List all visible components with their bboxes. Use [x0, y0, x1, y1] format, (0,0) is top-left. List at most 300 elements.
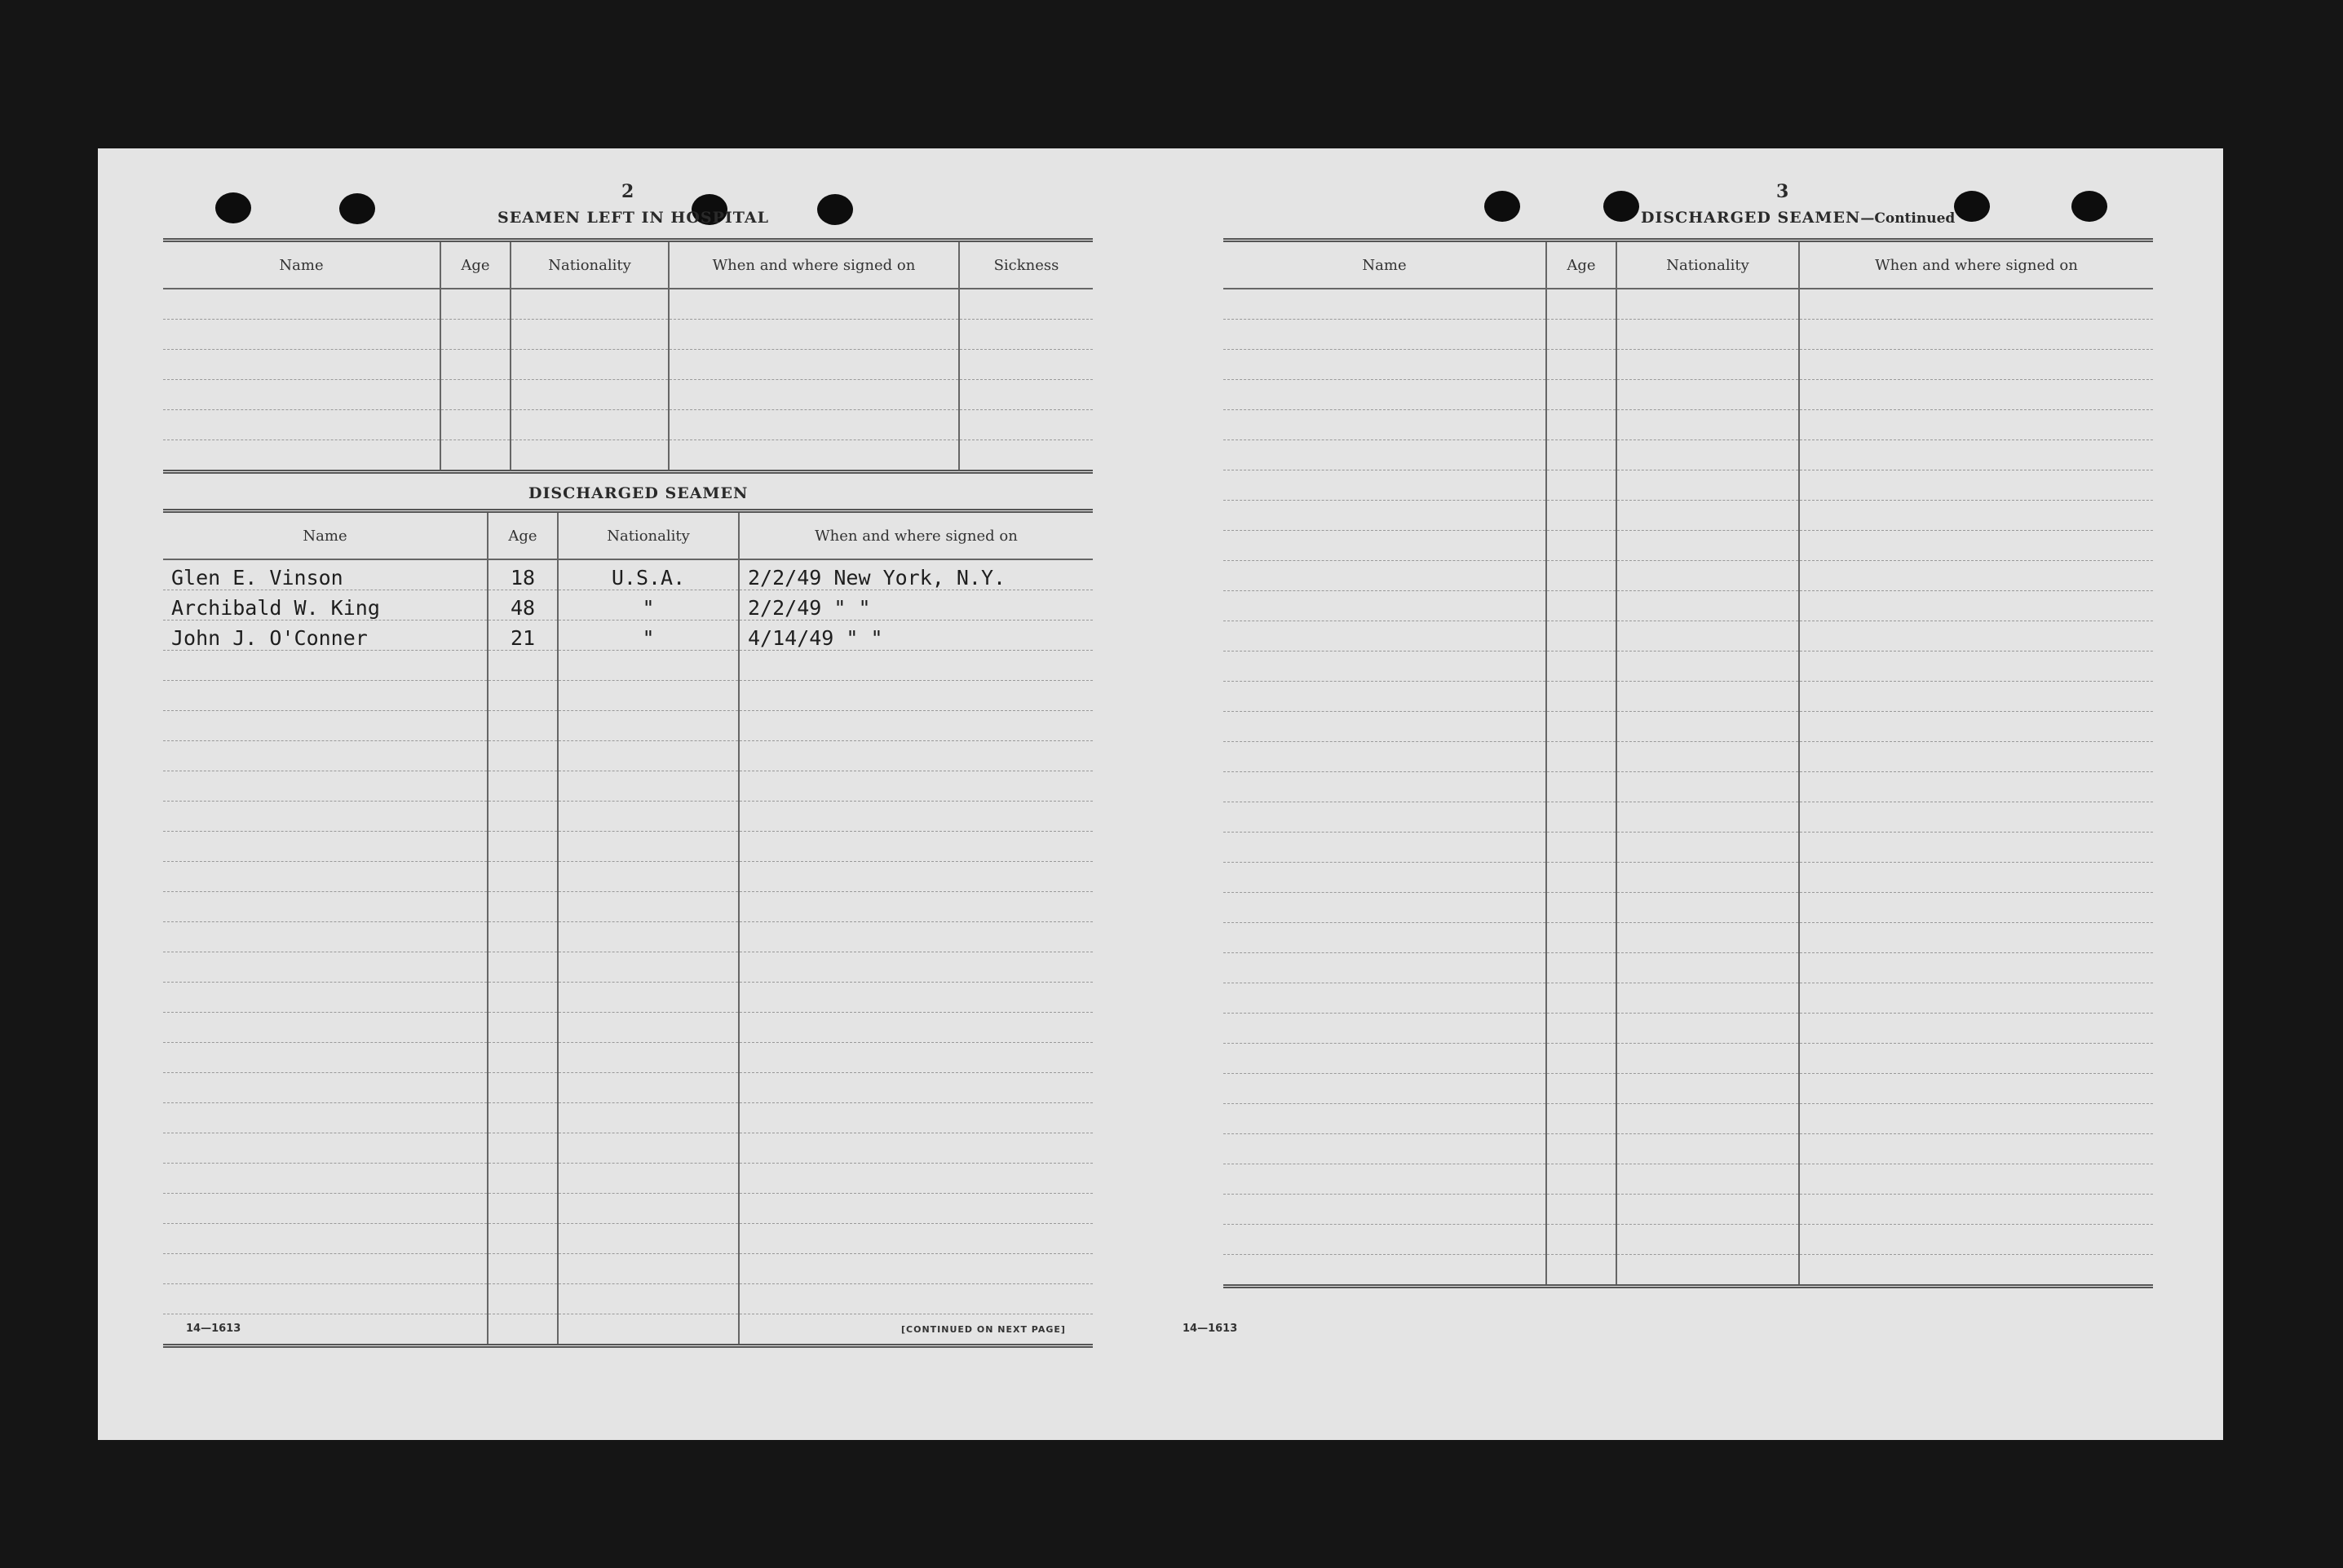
table-cell	[1223, 983, 1546, 1014]
table-cell	[1546, 953, 1616, 983]
table-row	[1223, 1104, 2153, 1134]
table-cell	[1799, 1225, 2153, 1255]
column-header: Nationality	[1616, 241, 1799, 289]
table-row	[163, 320, 1093, 350]
table-cell	[558, 741, 739, 771]
table-cell	[1616, 1134, 1799, 1164]
table-row	[163, 1043, 1093, 1073]
table-cell	[1799, 651, 2153, 682]
table-row	[1223, 1134, 2153, 1164]
table-cell	[1223, 350, 1546, 380]
table-cell	[1546, 350, 1616, 380]
table-cell: 4/14/49 " "	[739, 621, 1093, 651]
table-cell	[488, 681, 558, 711]
table-cell	[669, 350, 959, 380]
table-row	[1223, 863, 2153, 893]
table-cell	[488, 952, 558, 983]
left-page	[98, 148, 1142, 1440]
table-cell	[1799, 561, 2153, 591]
table-row	[1223, 682, 2153, 712]
table-cell	[558, 952, 739, 983]
table-cell	[163, 410, 440, 440]
table-cell	[163, 832, 488, 862]
table-row	[163, 1133, 1093, 1164]
table-cell: "	[558, 590, 739, 621]
table-cell	[1799, 1014, 2153, 1044]
table-cell	[1799, 893, 2153, 923]
table-row	[1223, 712, 2153, 742]
table-cell	[163, 1013, 488, 1043]
table-cell	[669, 380, 959, 410]
table-cell	[163, 289, 440, 320]
table-cell	[163, 802, 488, 832]
table-cell: Archibald W. King	[163, 590, 488, 621]
table-row	[163, 289, 1093, 320]
discharged-table	[163, 509, 1093, 1348]
table-cell	[1616, 531, 1799, 561]
table-cell	[1546, 1014, 1616, 1044]
table-row	[163, 440, 1093, 472]
table-cell	[1616, 350, 1799, 380]
table-cell	[488, 1013, 558, 1043]
table-row	[1223, 1195, 2153, 1225]
table-cell	[1799, 682, 2153, 712]
continued-note: [CONTINUED ON NEXT PAGE]	[901, 1324, 1066, 1335]
table-cell	[1546, 531, 1616, 561]
table-cell	[1799, 1134, 2153, 1164]
table-cell	[959, 440, 1093, 472]
table-row	[1223, 953, 2153, 983]
table-cell	[1799, 1074, 2153, 1104]
table-cell	[1546, 983, 1616, 1014]
table-row	[163, 1284, 1093, 1314]
table-cell	[1546, 863, 1616, 893]
table-cell	[1546, 651, 1616, 682]
table-cell	[1223, 893, 1546, 923]
table-cell	[558, 922, 739, 952]
table-cell	[1223, 651, 1546, 682]
table-row	[163, 741, 1093, 771]
table-cell	[1223, 1255, 1546, 1287]
table-cell	[1223, 440, 1546, 470]
table-cell	[1799, 440, 2153, 470]
table-cell	[1616, 1044, 1799, 1074]
table-cell	[1616, 591, 1799, 621]
table-row	[163, 559, 1093, 590]
table-cell	[739, 1133, 1093, 1164]
table-cell	[1223, 289, 1546, 320]
table-cell	[1616, 651, 1799, 682]
table-cell	[1799, 953, 2153, 983]
table-cell	[1616, 1164, 1799, 1195]
table-cell	[511, 320, 669, 350]
table-cell	[163, 711, 488, 741]
table-cell	[739, 832, 1093, 862]
table-cell	[1546, 802, 1616, 833]
table-row	[1223, 470, 2153, 501]
table-cell	[1223, 531, 1546, 561]
table-cell	[1546, 682, 1616, 712]
table-cell	[1546, 1074, 1616, 1104]
table-cell	[1616, 470, 1799, 501]
table-row	[1223, 651, 2153, 682]
table-cell	[1223, 410, 1546, 440]
table-cell	[1616, 1255, 1799, 1287]
table-cell	[1616, 561, 1799, 591]
table-row	[163, 711, 1093, 741]
table-cell	[558, 1224, 739, 1254]
table-cell	[440, 350, 511, 380]
table-cell	[739, 771, 1093, 802]
table-cell	[1546, 1255, 1616, 1287]
table-cell	[163, 771, 488, 802]
table-cell	[558, 711, 739, 741]
table-cell	[739, 922, 1093, 952]
table-row	[1223, 833, 2153, 863]
table-cell	[739, 1073, 1093, 1103]
table-cell	[1223, 953, 1546, 983]
table-cell	[1223, 320, 1546, 350]
table-cell	[739, 952, 1093, 983]
table-cell	[163, 892, 488, 922]
table-cell	[440, 410, 511, 440]
table-cell	[1223, 772, 1546, 802]
table-row	[1223, 1044, 2153, 1074]
table-cell	[1616, 1104, 1799, 1134]
table-cell	[1616, 863, 1799, 893]
table-cell	[1616, 501, 1799, 531]
table-cell	[163, 983, 488, 1013]
table-cell	[163, 440, 440, 472]
table-row	[163, 802, 1093, 832]
table-cell	[739, 892, 1093, 922]
discharged-continued-header-row	[1223, 241, 2153, 289]
table-row	[1223, 1014, 2153, 1044]
table-cell	[1223, 1195, 1546, 1225]
column-header: Age	[488, 511, 558, 560]
table-row	[163, 952, 1093, 983]
table-cell	[488, 1314, 558, 1346]
table-cell	[488, 651, 558, 681]
table-row	[1223, 289, 2153, 320]
table-cell	[1799, 410, 2153, 440]
discharged-header-row	[163, 511, 1093, 560]
table-cell	[511, 410, 669, 440]
table-cell	[558, 892, 739, 922]
table-row	[1223, 983, 2153, 1014]
column-header: When and where signed on	[669, 241, 959, 289]
table-cell	[739, 983, 1093, 1013]
page-number: 3	[1776, 181, 1789, 202]
table-cell	[1223, 742, 1546, 772]
table-cell	[1799, 350, 2153, 380]
table-row	[163, 983, 1093, 1013]
table-cell	[163, 1043, 488, 1073]
table-cell	[163, 1284, 488, 1314]
table-cell	[558, 1284, 739, 1314]
table-cell	[558, 1133, 739, 1164]
table-cell	[1223, 501, 1546, 531]
table-cell	[1546, 1225, 1616, 1255]
table-cell	[163, 741, 488, 771]
table-row	[163, 1194, 1093, 1224]
table-cell: U.S.A.	[558, 559, 739, 590]
table-cell	[1799, 1164, 2153, 1195]
table-cell	[488, 741, 558, 771]
table-cell	[163, 1224, 488, 1254]
table-cell	[488, 1133, 558, 1164]
table-cell	[959, 380, 1093, 410]
table-cell	[1616, 621, 1799, 651]
table-cell	[1616, 953, 1799, 983]
table-cell	[440, 320, 511, 350]
table-cell	[488, 771, 558, 802]
table-cell	[1616, 802, 1799, 833]
table-row	[1223, 380, 2153, 410]
table-cell	[1616, 1195, 1799, 1225]
table-cell	[739, 862, 1093, 892]
table-cell	[1616, 983, 1799, 1014]
table-row	[163, 1254, 1093, 1284]
table-cell	[1799, 470, 2153, 501]
table-cell	[488, 1073, 558, 1103]
table-cell	[1799, 1195, 2153, 1225]
section-title-suffix: —Continued	[1860, 210, 1956, 227]
table-row	[163, 1103, 1093, 1133]
table-cell	[163, 1133, 488, 1164]
table-cell	[1223, 470, 1546, 501]
table-cell	[1799, 621, 2153, 651]
table-row	[163, 651, 1093, 681]
table-cell	[1616, 1014, 1799, 1044]
table-cell	[669, 440, 959, 472]
hospital-header-row	[163, 241, 1093, 289]
table-cell	[739, 1103, 1093, 1133]
table-cell	[558, 651, 739, 681]
table-cell	[1223, 712, 1546, 742]
table-cell	[1799, 772, 2153, 802]
discharged-section-title: DISCHARGED SEAMEN	[528, 484, 749, 502]
table-row	[1223, 591, 2153, 621]
table-cell	[488, 802, 558, 832]
table-cell	[440, 440, 511, 472]
right-page	[1158, 148, 2223, 1440]
table-cell	[1223, 682, 1546, 712]
table-cell	[1546, 591, 1616, 621]
column-header: Name	[1223, 241, 1546, 289]
table-row	[163, 380, 1093, 410]
table-cell	[1546, 1164, 1616, 1195]
table-cell	[1616, 440, 1799, 470]
table-row	[1223, 621, 2153, 651]
table-cell	[558, 862, 739, 892]
table-cell	[1616, 1074, 1799, 1104]
table-cell	[488, 1194, 558, 1224]
table-cell	[488, 983, 558, 1013]
table-cell	[558, 681, 739, 711]
table-cell	[488, 922, 558, 952]
table-cell	[163, 350, 440, 380]
table-cell	[1546, 380, 1616, 410]
table-cell	[1546, 410, 1616, 440]
table-cell	[1223, 833, 1546, 863]
table-row	[1223, 531, 2153, 561]
table-cell	[558, 1013, 739, 1043]
table-cell	[163, 952, 488, 983]
table-cell	[1616, 923, 1799, 953]
column-header: Name	[163, 511, 488, 560]
table-row	[163, 771, 1093, 802]
table-cell	[1546, 320, 1616, 350]
table-cell	[1223, 923, 1546, 953]
table-cell	[739, 741, 1093, 771]
section-title-text: DISCHARGED SEAMEN	[1641, 209, 1861, 227]
table-cell	[1546, 712, 1616, 742]
table-cell	[1223, 1044, 1546, 1074]
table-cell	[1223, 1014, 1546, 1044]
table-row	[1223, 923, 2153, 953]
table-cell: John J. O'Conner	[163, 621, 488, 651]
discharged-continued-table	[1223, 238, 2153, 1288]
table-row	[163, 590, 1093, 621]
table-cell	[558, 1314, 739, 1346]
table-cell	[739, 1164, 1093, 1194]
table-row	[1223, 561, 2153, 591]
table-cell	[1799, 289, 2153, 320]
table-cell	[959, 350, 1093, 380]
hospital-table	[163, 238, 1093, 474]
table-cell	[163, 1254, 488, 1284]
table-cell: 2/2/49 New York, N.Y.	[739, 559, 1093, 590]
table-cell	[558, 1043, 739, 1073]
table-cell	[959, 320, 1093, 350]
table-cell	[1616, 742, 1799, 772]
table-cell	[1546, 833, 1616, 863]
table-row	[163, 1224, 1093, 1254]
table-cell	[1546, 1104, 1616, 1134]
hospital-section-title: SEAMEN LEFT IN HOSPITAL	[497, 209, 769, 227]
column-header: When and where signed on	[739, 511, 1093, 560]
table-cell	[1799, 1104, 2153, 1134]
table-row	[163, 410, 1093, 440]
table-cell	[1799, 863, 2153, 893]
table-cell	[1223, 1164, 1546, 1195]
table-cell	[1223, 802, 1546, 833]
table-cell	[1546, 1134, 1616, 1164]
table-cell: Glen E. Vinson	[163, 559, 488, 590]
table-cell	[163, 1164, 488, 1194]
table-row	[1223, 742, 2153, 772]
table-cell	[488, 1284, 558, 1314]
table-cell: "	[558, 621, 739, 651]
table-cell	[558, 832, 739, 862]
table-cell	[1546, 893, 1616, 923]
table-cell	[1616, 682, 1799, 712]
table-cell	[558, 1073, 739, 1103]
table-cell: 2/2/49 " "	[739, 590, 1093, 621]
table-cell	[1546, 742, 1616, 772]
table-cell	[488, 1103, 558, 1133]
table-cell	[163, 681, 488, 711]
table-cell	[1546, 923, 1616, 953]
table-cell	[511, 380, 669, 410]
table-cell	[1223, 1134, 1546, 1164]
table-cell	[163, 320, 440, 350]
table-cell	[1223, 1074, 1546, 1104]
table-cell	[488, 1043, 558, 1073]
table-cell	[959, 410, 1093, 440]
table-row	[1223, 1164, 2153, 1195]
table-row	[1223, 440, 2153, 470]
table-cell	[1799, 1255, 2153, 1287]
table-row	[1223, 772, 2153, 802]
table-cell	[1223, 863, 1546, 893]
table-cell	[739, 711, 1093, 741]
table-cell	[1616, 833, 1799, 863]
table-cell	[163, 922, 488, 952]
table-cell	[488, 1254, 558, 1284]
table-cell	[1799, 591, 2153, 621]
table-cell	[1616, 772, 1799, 802]
table-cell	[488, 711, 558, 741]
table-cell	[1546, 772, 1616, 802]
table-cell	[1799, 712, 2153, 742]
table-cell	[488, 892, 558, 922]
table-row	[163, 1013, 1093, 1043]
table-cell	[739, 1013, 1093, 1043]
table-cell	[1616, 320, 1799, 350]
table-row	[1223, 893, 2153, 923]
table-cell	[558, 771, 739, 802]
table-row	[1223, 350, 2153, 380]
table-row	[1223, 320, 2153, 350]
table-row	[163, 922, 1093, 952]
table-cell	[163, 1194, 488, 1224]
table-row	[1223, 802, 2153, 833]
table-cell	[669, 320, 959, 350]
table-cell	[739, 1254, 1093, 1284]
column-header: Age	[440, 241, 511, 289]
table-cell	[1616, 712, 1799, 742]
table-row	[163, 1164, 1093, 1194]
table-cell	[1799, 742, 2153, 772]
table-row	[163, 1073, 1093, 1103]
table-row	[163, 862, 1093, 892]
table-cell	[1223, 380, 1546, 410]
table-row	[1223, 410, 2153, 440]
table-cell	[163, 1073, 488, 1103]
table-cell	[1546, 470, 1616, 501]
table-row	[1223, 501, 2153, 531]
table-cell	[558, 983, 739, 1013]
table-cell	[163, 1103, 488, 1133]
table-row	[163, 892, 1093, 922]
table-cell	[1223, 621, 1546, 651]
table-cell	[1799, 833, 2153, 863]
table-cell	[1546, 621, 1616, 651]
discharged-continued-title	[1641, 209, 1955, 227]
table-cell	[739, 681, 1093, 711]
table-cell	[1799, 531, 2153, 561]
table-cell	[163, 862, 488, 892]
table-cell	[739, 1224, 1093, 1254]
table-cell	[1223, 561, 1546, 591]
table-cell	[1616, 410, 1799, 440]
table-cell	[558, 1103, 739, 1133]
paper-sheet	[98, 148, 2223, 1440]
column-header: Name	[163, 241, 440, 289]
table-cell	[1546, 1044, 1616, 1074]
